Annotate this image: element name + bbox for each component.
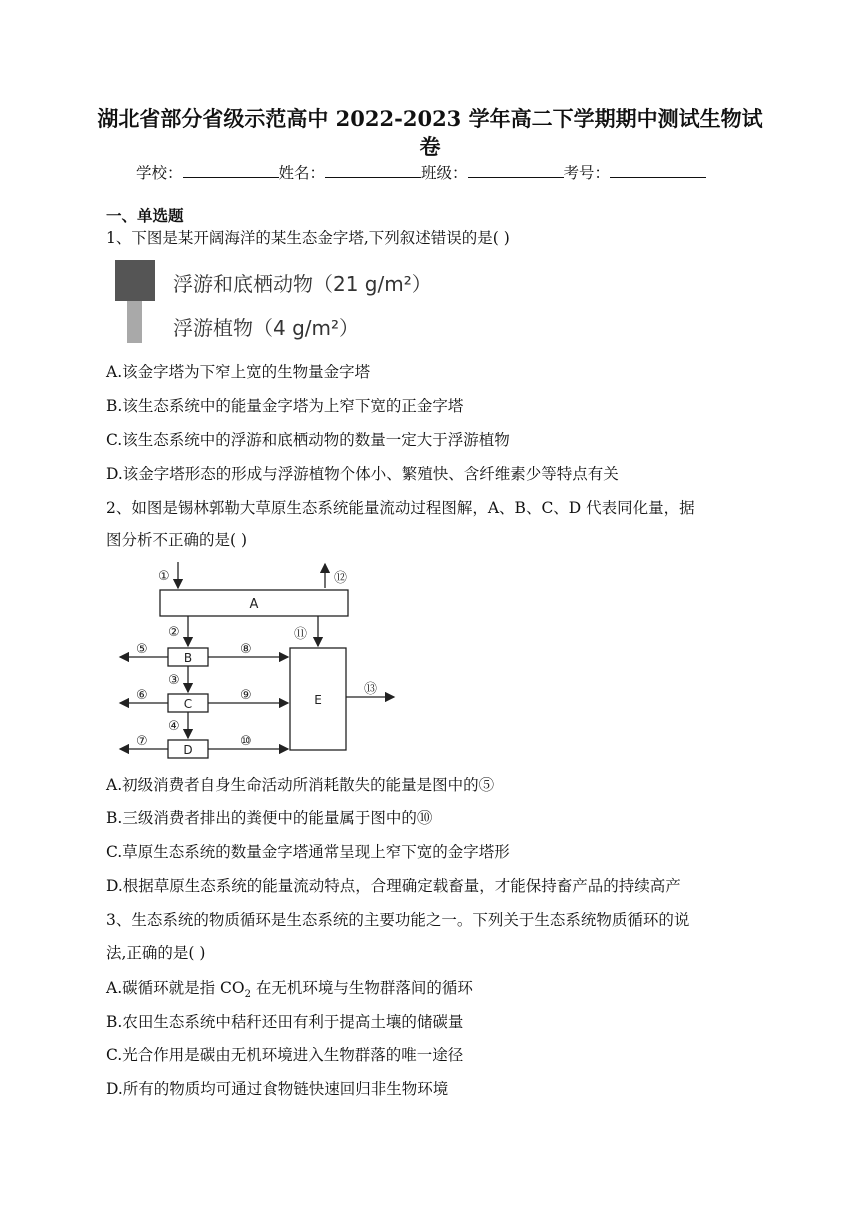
q2-option-b: B.三级消费者排出的粪便中的能量属于图中的⑩ [106,809,433,827]
q1-stem: 1、下图是某开阔海洋的某生态金字塔,下列叙述错误的是( ) [106,229,510,247]
label-d: D [183,743,193,757]
q2-option-c: C.草原生态系统的数量金字塔通常呈现上窄下宽的金字塔形 [106,843,510,861]
section-heading: 一、单选题 [106,206,184,225]
q2-stem-line2: 图分析不正确的是( ) [106,531,248,549]
mark-7: ⑦ [136,734,148,749]
mark-3: ③ [168,673,180,688]
school-label: 学校： [136,164,183,182]
q3-option-d: D.所有的物质均可通过食物链快速回归非生物环境 [106,1080,449,1098]
q1-pyramid-figure [115,260,455,344]
mark-5: ⑤ [136,642,148,657]
mark-2: ② [168,625,180,640]
mark-12: ⑫ [334,571,348,586]
q3-option-a-pre: A.碳循环就是指 CO [106,979,245,997]
name-blank[interactable] [325,162,421,178]
mark-8: ⑧ [240,642,252,657]
label-b: B [183,651,193,665]
q1-option-a: A.该金字塔为下窄上宽的生物量金字塔 [106,363,371,381]
q3-option-a [106,978,473,1005]
q3-option-b: B.农田生态系统中秸秆还田有利于提高土壤的储碳量 [106,1013,464,1031]
document-title-line1: 湖北省部分省级示范高中 2022-2023 学年高二下学期期中测试生物试 [97,106,763,131]
class-label: 班级： [421,164,468,182]
q3-option-a-post: 在无机环境与生物群落间的循环 [251,979,473,997]
mark-1: ① [158,569,170,584]
q1-option-b: B.该生态系统中的能量金字塔为上窄下宽的正金字塔 [106,397,464,415]
class-blank[interactable] [468,162,564,178]
name-label: 姓名： [278,164,326,182]
exam-no-label: 考号： [563,164,611,182]
q2-option-a: A.初级消费者自身生命活动所消耗散失的能量是图中的⑤ [106,776,495,794]
pyramid-bar-animals [115,260,155,301]
q2-option-d: D.根据草原生态系统的能量流动特点，合理确定载畜量，才能保持畜产品的持续高产 [106,877,681,895]
mark-6: ⑥ [136,688,148,703]
q3-stem-line2: 法,正确的是( ) [106,944,206,962]
student-info-line [136,161,706,183]
label-a: A [249,597,259,612]
q2-stem-line1: 2、如图是锡林郭勒大草原生态系统能量流动过程图解，A、B、C、D 代表同化量，据 [106,499,695,517]
mark-10: ⑩ [240,734,252,749]
mark-13: ⑬ [364,682,378,697]
energy-flow-diagram [112,560,402,760]
mark-11: ⑪ [294,627,308,642]
q3-option-a-sub: 2 [244,989,251,1001]
mark-9: ⑨ [240,688,252,703]
q1-option-c: C.该生态系统中的浮游和底栖动物的数量一定大于浮游植物 [106,431,510,449]
mark-4: ④ [168,719,180,734]
pyramid-bar-plants [127,301,142,343]
q3-option-c: C.光合作用是碳由无机环境进入生物群落的唯一途径 [106,1046,464,1064]
pyramid-label-plants: 浮游植物（4 g/m²） [173,316,360,340]
document-title-line2: 卷 [419,134,441,159]
q3-stem-line1: 3、生态系统的物质循环是生态系统的主要功能之一。下列关于生态系统物质循环的说 [106,911,690,929]
label-e: E [314,693,322,707]
school-blank[interactable] [183,162,279,178]
label-c: C [183,697,193,711]
exam-no-blank[interactable] [610,162,706,178]
q1-option-d: D.该金字塔形态的形成与浮游植物个体小、繁殖快、含纤维素少等特点有关 [106,465,619,483]
pyramid-label-animals: 浮游和底栖动物（21 g/m²） [173,272,432,296]
